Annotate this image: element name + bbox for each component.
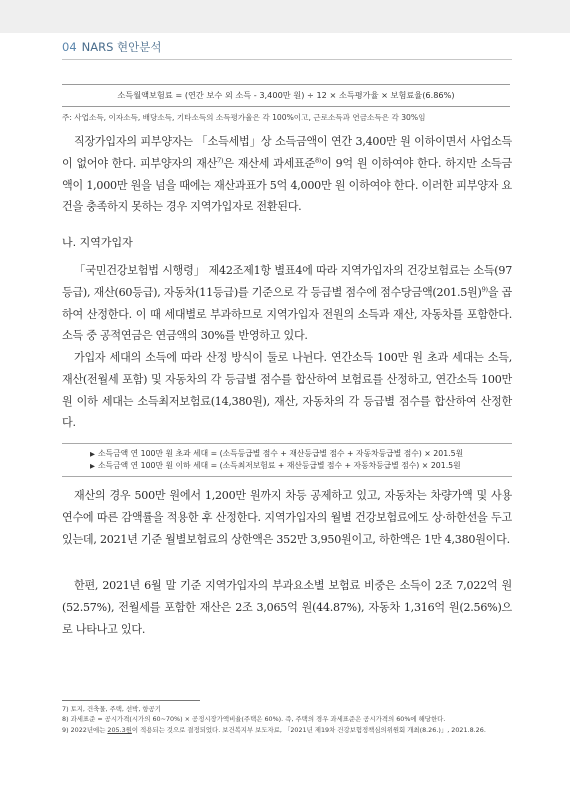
paragraph-regional-premium-basis: 「국민건강보험법 시행령」 제42조제1항 별표4에 따라 지역가입자의 건강보험료는 소득(97등급), 재산(60등급), 자동차(11등급)를 기준으로 각 등급별 점수에 점수당금액(201.5원)$^{9)}$을 곱하여 산정한다. 이 때 세대별로 부과하므로 지역가입자 전원의 소득과 재산, 자동차를 포함한다. 소득 중 공적연금은 연금액의 30%를 반영하고 있다. (62, 264, 512, 343)
paragraph-calculation-methods: 가입자 세대의 소득에 따라 산정 방식이 둘로 나뉜다. 연간소득 100만 원 초과 세대는 소득, 재산(전월세 포함) 및 자동차의 각 등급별 점수를 합산하여 보험료를 산정하고, 연간소득 100만 원 이하 세대는 소득최저보험료(14,380원), 재산, 자동차의 각 등급별 점수를 합산하여 산정한다. (62, 351, 512, 430)
paragraph-deductions-limits: 재산의 경우 500만 원에서 1,200만 원까지 차등 공제하고 있고, 자동차는 차량가액 및 사용연수에 따른 감액률을 적용한 후 산정한다. 지역가입자의 월별 건강보험료에도 상·하한선을 두고 있는데, 2021년 기준 월별보험료의 상한액은 352만 3,950원이고, 하한액은 1만 4,380원이다. (62, 489, 512, 546)
footnote-divider (62, 700, 200, 701)
footnote-ref-9[interactable]: 9) (481, 285, 488, 294)
paragraph-dependents: 직장가입자의 피부양자는 「소득세법」상 소득금액이 연간 3,400만 원 이하이면서 사업소득이 없어야 한다. 피부양자의 재산$^{7)}$은 재산세 과세표준$^{8)}$이 9억 원 이하여야 한다. 하지만 소득금액이 1,000만 원을 넘을 때에는 재산과표가 5억 4,000만 원 이하여야 한다. 이러한 피부양자 요건을 충족하지 못하는 경우 지역가입자로 전환된다. (62, 135, 512, 214)
page-number: 04 (62, 40, 77, 54)
series-title: NARS 현안분석 (81, 40, 162, 54)
footnote-7: 7) 토지, 건축물, 주택, 선박, 항공기 (62, 705, 161, 713)
paragraph-premium-shares: 한편, 2021년 6월 말 기준 지역가입자의 부과요소별 보험료 비중은 소득이 2조 7,022억 원(52.57%), 전월세를 포함한 재산은 2조 3,065억 원(44.87%), 자동차 1,316억 원(2.56%)으로 나타나고 있다. (62, 579, 512, 636)
footnotes (62, 704, 486, 735)
formula-note: 주: 사업소득, 이자소득, 배당소득, 기타소득의 소득평가율은 각 100%이고, 근로소득과 연금소득은 각 30%임 (62, 113, 426, 122)
income-premium-formula: 소득월액보험료 = (연간 보수 외 소득 - 3,400만 원) ÷ 12 × 소득평가율 × 보험료율(6.86%) (62, 84, 510, 107)
footnote-ref-8[interactable]: 8) (315, 156, 322, 165)
top-band (0, 0, 570, 33)
footnote-9: 9) 2022년에는 205.3원이 적용되는 것으로 결정되었다. 보건복지부 보도자료, 「2021년 제19차 건강보험정책심의위원회 개최(8.26.)」, 2021.8.26. (62, 725, 486, 734)
page-header (62, 39, 162, 55)
triangle-bullet-icon: ▶ (90, 450, 95, 458)
formula-bullet: ▶ 소득금액 연 100만 원 초과 세대 = (소득등급별 점수 + 재산등급별 점수 + 자동차등급별 점수) × 201.5원 (90, 449, 464, 458)
calculation-formula-box (62, 443, 512, 477)
footnote-ref-7[interactable]: 7) (217, 156, 224, 165)
formula-bullet: ▶ 소득금액 연 100만 원 이하 세대 = (소득최저보험료 + 재산등급별 점수 + 자동차등급별 점수) × 201.5원 (90, 461, 461, 470)
triangle-bullet-icon: ▶ (90, 462, 95, 470)
header-divider (62, 59, 512, 60)
footnote-8: 8) 과세표준 = 공시가격(시가의 60~70%) × 공정시장가액비율(주택은 60%). 즉, 주택의 경우 과세표준은 공시가격의 60%에 해당한다. (62, 715, 446, 724)
section-heading: 나. 지역가입자 (62, 236, 133, 249)
point-value-2022: 205.3원 (107, 725, 132, 734)
